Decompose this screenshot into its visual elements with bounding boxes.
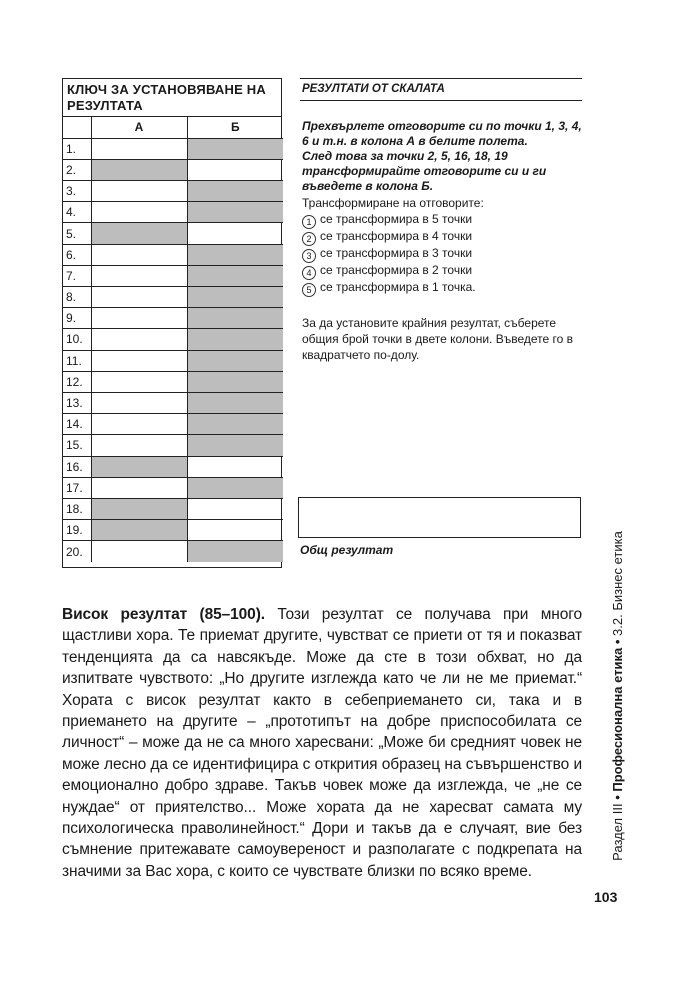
key-table-box [62,78,282,568]
row-number: 15. [63,435,91,456]
row-number: 19. [63,520,91,541]
transform-title: Трансформиране на отговорите: [302,196,484,210]
row-number: 18. [63,498,91,519]
key-table-row [63,159,283,180]
key-table-row [63,350,283,371]
transform-item [302,263,582,280]
transform-text: се трансформира в 4 точки [320,228,473,243]
cell-a[interactable] [91,287,187,308]
cell-a [91,223,187,244]
key-table-title: КЛЮЧ ЗА УСТАНОВЯВАНЕ НА РЕЗУЛТАТА [63,79,281,117]
cell-a [91,159,187,180]
cell-b [187,435,283,456]
body-heading: Висок резултат (85–100). [62,606,265,623]
key-table-row [63,202,283,223]
transform-list [300,196,582,297]
circled-number-icon: 2 [302,232,316,246]
transform-item [302,212,582,229]
row-number: 12. [63,371,91,392]
cell-b [187,265,283,286]
key-table-row [63,265,283,286]
cell-b [187,477,283,498]
transform-text: се трансформира в 1 точка. [320,279,476,294]
cell-b [187,244,283,265]
row-number: 3. [63,181,91,202]
key-table-row [63,414,283,435]
key-table-corner [63,117,91,138]
key-table-row [63,456,283,477]
section-sidebar [596,518,625,874]
row-number: 16. [63,456,91,477]
cell-b [187,329,283,350]
row-number: 9. [63,308,91,329]
key-table-row [63,287,283,308]
cell-b[interactable] [187,223,283,244]
row-number: 10. [63,329,91,350]
key-table-row [63,392,283,413]
key-table-header-b: Б [187,117,283,138]
key-table-row [63,223,283,244]
cell-b [187,287,283,308]
row-number: 11. [63,350,91,371]
key-table-row [63,477,283,498]
row-number: 14. [63,414,91,435]
results-panel [300,78,582,363]
key-table-row [63,244,283,265]
key-table-header-a: А [91,117,187,138]
key-table-row [63,181,283,202]
key-table-row [63,435,283,456]
row-number: 1. [63,138,91,159]
transform-text: се трансформира в 5 точки [320,211,473,226]
key-table-row [63,329,283,350]
results-instructions [300,119,582,194]
sidebar-bullet-1: • [610,795,625,800]
circled-number-icon: 1 [302,215,316,229]
cell-b [187,202,283,223]
transform-item [302,229,582,246]
cell-b [187,371,283,392]
cell-a[interactable] [91,371,187,392]
final-instruction: За да установите крайния резултат, съберете общия брой точки в двете колони. Въведете го в квадратчето по-долу. [302,315,574,362]
circled-number-icon: 5 [302,283,316,297]
transform-text: се трансформира в 2 точки [320,262,473,277]
row-number: 7. [63,265,91,286]
cell-b [187,350,283,371]
cell-a[interactable] [91,244,187,265]
sidebar-subsection: 3.2. Бизнес етика [610,531,625,636]
cell-a[interactable] [91,265,187,286]
cell-a[interactable] [91,541,187,562]
total-score-field[interactable] [298,497,581,538]
cell-b [187,541,283,562]
key-table-row [63,541,283,562]
row-number: 8. [63,287,91,308]
cell-a[interactable] [91,414,187,435]
cell-a[interactable] [91,477,187,498]
body-paragraph [62,604,582,882]
circled-number-icon: 3 [302,249,316,263]
cell-a[interactable] [91,329,187,350]
row-number: 13. [63,392,91,413]
key-table-row [63,520,283,541]
key-table [63,117,283,562]
cell-b[interactable] [187,498,283,519]
row-number: 17. [63,477,91,498]
sidebar-part: Раздел III [610,803,625,861]
sidebar-text [610,518,626,874]
cell-b [187,414,283,435]
total-score-label: Общ резултат [300,543,394,557]
cell-a [91,498,187,519]
cell-a[interactable] [91,350,187,371]
cell-b[interactable] [187,456,283,477]
row-number: 2. [63,159,91,180]
cell-b [187,181,283,202]
cell-a[interactable] [91,202,187,223]
transform-text: се трансформира в 3 точки [320,245,473,260]
instruction-1: Прехвърлете отговорите си по точки 1, 3, 4, 6 и т.н. в колона А в белите полета. [302,119,582,148]
cell-a[interactable] [91,181,187,202]
row-number: 4. [63,202,91,223]
cell-a[interactable] [91,308,187,329]
cell-b[interactable] [187,159,283,180]
cell-a[interactable] [91,392,187,413]
cell-b [187,392,283,413]
results-header: РЕЗУЛТАТИ ОТ СКАЛАТА [300,78,582,101]
sidebar-section: Професионална етика [610,647,625,792]
cell-a[interactable] [91,138,187,159]
cell-a [91,456,187,477]
cell-a [91,520,187,541]
page-number: 103 [594,889,618,905]
key-table-row [63,138,283,159]
sidebar-bullet-2: • [610,639,625,645]
key-table-row [63,371,283,392]
row-number: 6. [63,244,91,265]
body-text: Този резултат се получава при много щастливи хора. Те приемат другите, чувстват се приети от тя и показват тенденцията да са навсякъде. Може да сте в този обхват, но да изпитвате чувството: „Но другите изглежда като че ли не ме приемат.“ Хората с висок резултат както в себеприемането си, така и в приемането на другите – „прототипът на добре приспособилата се личност“ – може да не са много харесвани: „Може би средният човек не може лесно да се идентифицира с открития образец на съвършенство и емоционално добро здраве. Такъв човек може да изглежда, че „не се нуждае“ от приятелство... Може хората да не харесват самата му психологическа праволинейност.“ Дори и такъв да е случаят, вие без съмнение притежавате самоувереност и разполагате с подкрепата на значими за Вас хора, с които се чувствате близки по всяко време. [62,606,582,880]
transform-item [302,246,582,263]
key-table-row [63,498,283,519]
transform-item [302,280,582,297]
cell-a[interactable] [91,435,187,456]
cell-b [187,308,283,329]
circled-number-icon: 4 [302,266,316,280]
key-table-row [63,308,283,329]
cell-b[interactable] [187,520,283,541]
cell-b [187,138,283,159]
instruction-2: След това за точки 2, 5, 16, 18, 19 трансформирайте отговорите си и ги въведете в колона Б. [302,149,547,193]
row-number: 5. [63,223,91,244]
row-number: 20. [63,541,91,562]
